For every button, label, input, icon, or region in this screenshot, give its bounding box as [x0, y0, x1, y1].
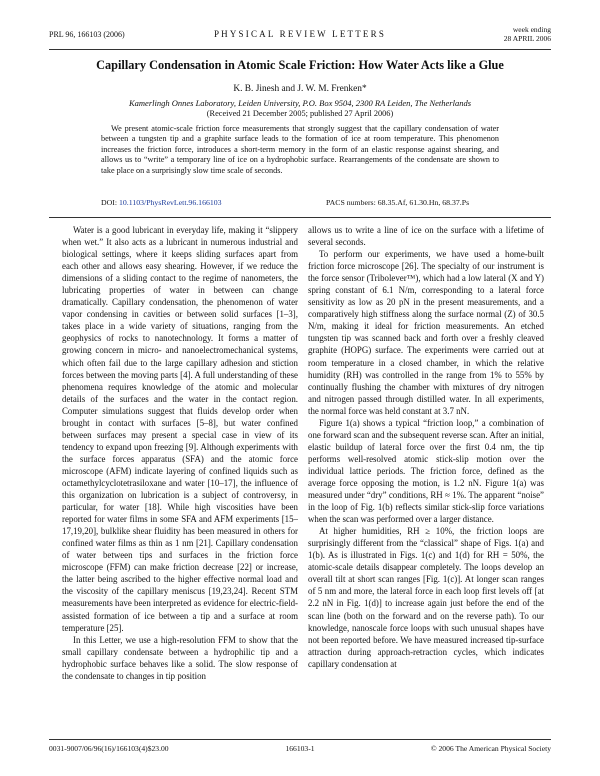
footer-copyright: © 2006 The American Physical Society	[430, 744, 551, 753]
pacs-numbers: PACS numbers: 68.35.Af, 61.30.Hn, 68.37.Ps	[326, 198, 470, 207]
header-week-ending	[504, 25, 551, 43]
body-paragraph: In this Letter, we use a high-resolution FFM to show that the small capillary condensate between a hydrophilic tip and a hydrophobic surface behaves like a solid. The slow response of the condensate to changes in tip position	[62, 634, 298, 681]
body-paragraph: allows us to write a line of ice on the surface with a lifetime of several seconds.	[308, 225, 544, 248]
left-column	[62, 224, 298, 682]
header-citation: PRL 96, 166103 (2006)	[49, 30, 125, 39]
author-list: K. B. Jinesh and J. W. M. Frenken*	[233, 84, 367, 94]
footer-issn: 0031-9007/06/96(16)/166103(4)$23.00	[49, 744, 169, 753]
abstract: We present atomic-scale friction force measurements that strongly suggest that the capillary condensation of water between a tungsten tip and a graphite surface leads to the formation of ice at room temperature. This phenomenon increases the friction force, introduces a short-term memory in the form of an elastic response against shearing, and allows us to “write” a temporary line of ice on a hydrophobic surface. Rearrangements of the condensate are shown to take place on a surprisingly slow time scale of seconds.	[101, 124, 499, 175]
abstract-rule	[49, 217, 551, 218]
week-ending-date: 28 APRIL 2006	[503, 34, 551, 43]
body-paragraph: Figure 1(a) shows a typical “friction loop,” a combination of one forward scan and the subsequent reverse scan. After an initial, elastic buildup of lateral force over the first 0.4 nm, the tip performs well-resolved atomic stick-slip motion over the individual lattice periods. The friction force, defined as the average force opposing the motion, is 1.2 nN. Figure 1(a) was measured under “dry” conditions, RH ≈ 1%. The apparent “noise” in the loop of Fig. 1(b) reflects similar stick-slip force variations when the scan was performed over a larger distance.	[308, 417, 544, 525]
body-paragraph: To perform our experiments, we have used a home-built friction force microscope [26]. The specialty of our instrument is the force sensor (Tribolever™), which had a low lateral (X and Y) spring constant of 6.1 N/m, corresponding to a lateral force sensitivity as low as 20 pN in the present measurements, and a comparatively high stiffness along the surface normal (Z) of 30.5 N/m, making it ideal for friction measurements. An etched tungsten tip was scanned back and forth over a freshly cleaved graphite (HOPG) surface. The experiments were carried out at room temperature in a closed chamber, in which the relative humidity (RH) was controlled in the range from 1% to 55% by continually flushing the chamber with mixtures of dry nitrogen and nitrogen passed through distilled water. In all experiments, the normal force was held constant at 3.7 nN.	[308, 249, 544, 416]
doi-link[interactable]: 10.1103/PhysRevLett.96.166103	[118, 198, 222, 207]
right-column	[308, 224, 544, 670]
header-rule	[49, 49, 551, 50]
received-dates: (Received 21 December 2005; published 27 April 2006)	[206, 109, 394, 118]
doi-line	[101, 198, 222, 207]
article-title: Capillary Condensation in Atomic Scale Friction: How Water Acts like a Glue	[96, 58, 504, 72]
affiliation: Kamerlingh Onnes Laboratory, Leiden University, P.O. Box 9504, 2300 RA Leiden, The Netherlands	[128, 98, 472, 108]
week-ending-label: week ending	[512, 25, 551, 34]
body-paragraph: Water is a good lubricant in everyday life, making it “slippery when wet.” It also acts as a lubricant in numerous industrial and biological settings, where it keeps sliding surfaces apart from each other and allows easy shearing. However, if we reduce the dimensions of a sliding contact to the regime of nanometers, the lubricating properties of water in between can change dramatically. Capillary condensation, the phenomenon of water vapor condensing in cavities or between solid surfaces [1–3], takes place in a wide variety of situations, ranging from the geophysics of rocks to nanotechnology. It forms a matter of growing concern in micro- and nanoelectromechanical systems, which often fail due to the large capillary adhesion and stiction forces between the moving parts [4]. A full understanding of these phenomena requires knowledge of the atomic and molecular details of the surfaces and the water in the contact region. Computer simulations suggest that fluids develop order when brought in contact with surfaces [5–8], but water confined between surfaces may present a special case in view of its tendency to expand upon freezing [9]. Although experiments with the surface forces apparatus (SFA) and the atomic force microscope (AFM) indicate layering of confined liquids such as octamethylcyclotetrasiloxane and water [10–17], the influence of this organization on lubrication is a subject of controversy, in particular, for water [18]. While high viscosities have been reported for water films in some SFA and AFM experiments [15–17,19,20], bulklike shear fluidity has been measured in others for confined water films as thin as 1 nm [21]. Capillary condensation of water between tips and surfaces in the friction force microscope (FFM) can make friction decrease [22] or increase, the latter being ascribed to the higher effective normal load and the viscosity of the capillary meniscus [19,23,24]. Recent STM measurements have been interpreted as evidence for electric-field-assisted formation of ice between a tip and a surface at room temperature [25].	[62, 225, 298, 633]
header-journal-name: PHYSICAL REVIEW LETTERS	[213, 29, 387, 39]
footer-rule	[49, 739, 551, 740]
body-paragraph: At higher humidities, RH ≥ 10%, the friction loops are surprisingly different from the “classical” shape of Figs. 1(a) and 1(b). As is illustrated in Figs. 1(c) and 1(d) for RH = 50%, the atomic-scale details disappear completely. The loops develop an overall tilt at short scan ranges [Fig. 1(c)]. At longer scan ranges of 5 nm and more, the lateral force in each loop first levels off [at 2.2 nN in Fig. 1(d)] to increase again just before the end of the scan line (both on the forward and on the reverse path). To our knowledge, nanoscale force loops with such unusual shapes have not been reported before. We have measured increased tip-surface attraction during approach-retraction cycles, which indicates capillary condensation at	[308, 526, 544, 669]
running-header	[49, 25, 551, 47]
footer-page-number: 166103-1	[285, 744, 315, 753]
doi-label: DOI:	[101, 198, 118, 207]
